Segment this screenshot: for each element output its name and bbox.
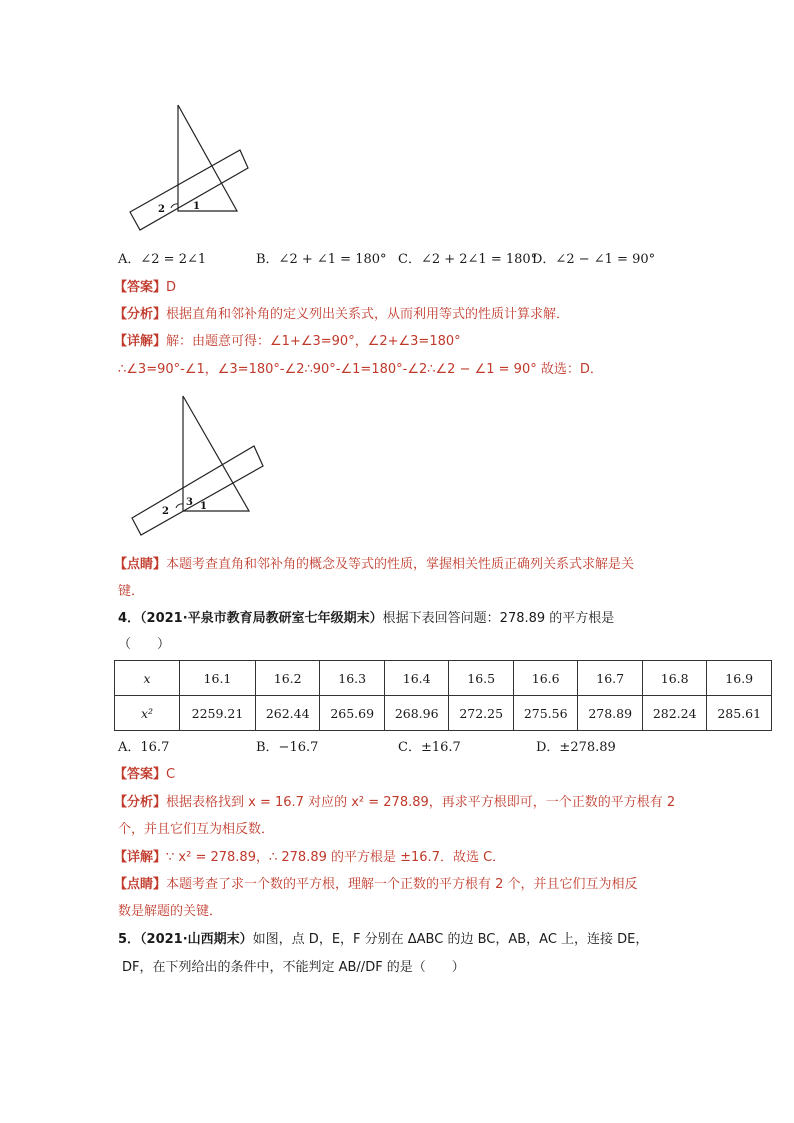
figure-2-angle-2-label: 2 xyxy=(162,506,169,517)
table-row xyxy=(115,661,772,696)
table-cell: 262.44 xyxy=(255,696,320,731)
q4-value-table xyxy=(114,660,772,731)
table-cell: 268.96 xyxy=(384,696,449,731)
q4-number: 4． xyxy=(118,611,141,626)
table-cell: 16.3 xyxy=(320,661,385,696)
table-cell: 16.4 xyxy=(384,661,449,696)
figure-2-triangle xyxy=(183,396,249,511)
q5-number: 5． xyxy=(118,932,141,947)
q5-stem-text: 如图，点 D，E，F 分别在 ΔABC 的边 BC，AB，AC 上，连接 DE， xyxy=(252,932,649,947)
table-cell: 16.7 xyxy=(578,661,643,696)
table-cell: 2259.21 xyxy=(180,696,256,731)
q4-option-b: B．−16.7 xyxy=(256,740,319,755)
q4-bracket: （ ） xyxy=(118,637,171,652)
figure-1-angle-2-label: 2 xyxy=(158,204,165,215)
figure-2-angle-1-label: 1 xyxy=(200,501,207,512)
q4-answer xyxy=(114,763,175,782)
comment-tag: 【点睛】 xyxy=(114,877,167,892)
q3-option-a: A．∠2 = 2∠1 xyxy=(118,252,207,267)
table-header-x: x xyxy=(115,661,180,696)
table-cell: 285.61 xyxy=(707,696,772,731)
table-cell: 16.5 xyxy=(449,661,514,696)
detail-tag: 【详解】 xyxy=(114,850,167,865)
q3-option-b: B．∠2 + ∠1 = 180° xyxy=(256,252,387,267)
detail-text: 解：由题意可得：∠1+∠3=90°，∠2+∠3=180° xyxy=(166,334,461,349)
q4-analysis-line2: 个，并且它们互为相反数． xyxy=(118,822,275,837)
table-cell: 275.56 xyxy=(513,696,578,731)
figure-2-angle-3-label: 3 xyxy=(186,497,193,508)
table-row xyxy=(115,696,772,731)
comment-text: 本题考查直角和邻补角的概念及等式的性质，掌握相关性质正确列关系式求解是关 xyxy=(166,557,635,572)
q4-comment-line2: 数是解题的关键． xyxy=(118,904,223,919)
q5-stem-line1 xyxy=(118,928,648,947)
q4-analysis-line1 xyxy=(114,791,675,810)
q3-option-d: D．∠2 − ∠1 = 90° xyxy=(532,252,656,267)
figure-1-angle-1-label: 1 xyxy=(193,201,200,212)
q3-option-c: C．∠2 + 2∠1 = 180° xyxy=(398,252,538,267)
q5-stem-line2: DF，在下列给出的条件中，不能判定 AB//DF 的是（ ） xyxy=(122,960,465,975)
q4-stem xyxy=(118,607,614,626)
table-cell: 272.25 xyxy=(449,696,514,731)
q4-option-d: D．±278.89 xyxy=(536,740,616,755)
q4-source: （2021·平泉市教育局教研室七年级期末） xyxy=(140,611,383,626)
analysis-text: 根据直角和邻补角的定义列出关系式，从而利用等式的性质计算求解． xyxy=(166,307,570,322)
comment-tag: 【点睛】 xyxy=(114,557,167,572)
table-cell: 16.2 xyxy=(255,661,320,696)
table-cell: 265.69 xyxy=(320,696,385,731)
table-cell: 282.24 xyxy=(642,696,707,731)
analysis-tag: 【分析】 xyxy=(114,307,167,322)
answer-value: C xyxy=(166,767,176,782)
table-cell: 16.9 xyxy=(707,661,772,696)
table-cell: 278.89 xyxy=(578,696,643,731)
table-cell: 16.8 xyxy=(642,661,707,696)
figure-2-ruler xyxy=(132,446,263,535)
table-cell: 16.6 xyxy=(513,661,578,696)
figure-2-triangle-ruler xyxy=(0,0,794,560)
q4-option-a: A．16.7 xyxy=(118,740,170,755)
comment-text: 本题考查了求一个数的平方根，理解一个正数的平方根有 2 个，并且它们互为相反 xyxy=(166,877,638,892)
q4-detail xyxy=(114,846,505,865)
analysis-tag: 【分析】 xyxy=(114,795,167,810)
answer-tag: 【答案】 xyxy=(114,280,167,295)
q3-comment-line2: 键． xyxy=(118,584,145,599)
q5-source: （2021·山西期末） xyxy=(140,932,253,947)
q3-detail-line2: ∴∠3=90°-∠1，∠3=180°-∠2∴90°-∠1=180°-∠2∴∠2 − ∠1 = 90° 故选：D． xyxy=(118,362,603,377)
detail-text: ∵ x² = 278.89，∴ 278.89 的平方根是 ±16.7．故选 C． xyxy=(166,850,506,865)
analysis-text: 根据表格找到 x = 16.7 对应的 x² = 278.89，再求平方根即可，一个正数的平方根有 2 xyxy=(166,795,676,810)
table-header-x-squared: x² xyxy=(115,696,180,731)
q3-comment-line1 xyxy=(114,553,634,572)
q4-stem-text: 根据下表回答问题：278.89 的平方根是 xyxy=(382,611,615,626)
answer-tag: 【答案】 xyxy=(114,767,167,782)
q4-comment-line1 xyxy=(114,873,638,892)
detail-tag: 【详解】 xyxy=(114,334,167,349)
q4-option-c: C．±16.7 xyxy=(398,740,461,755)
answer-value: D xyxy=(166,280,177,295)
table-cell: 16.1 xyxy=(180,661,256,696)
